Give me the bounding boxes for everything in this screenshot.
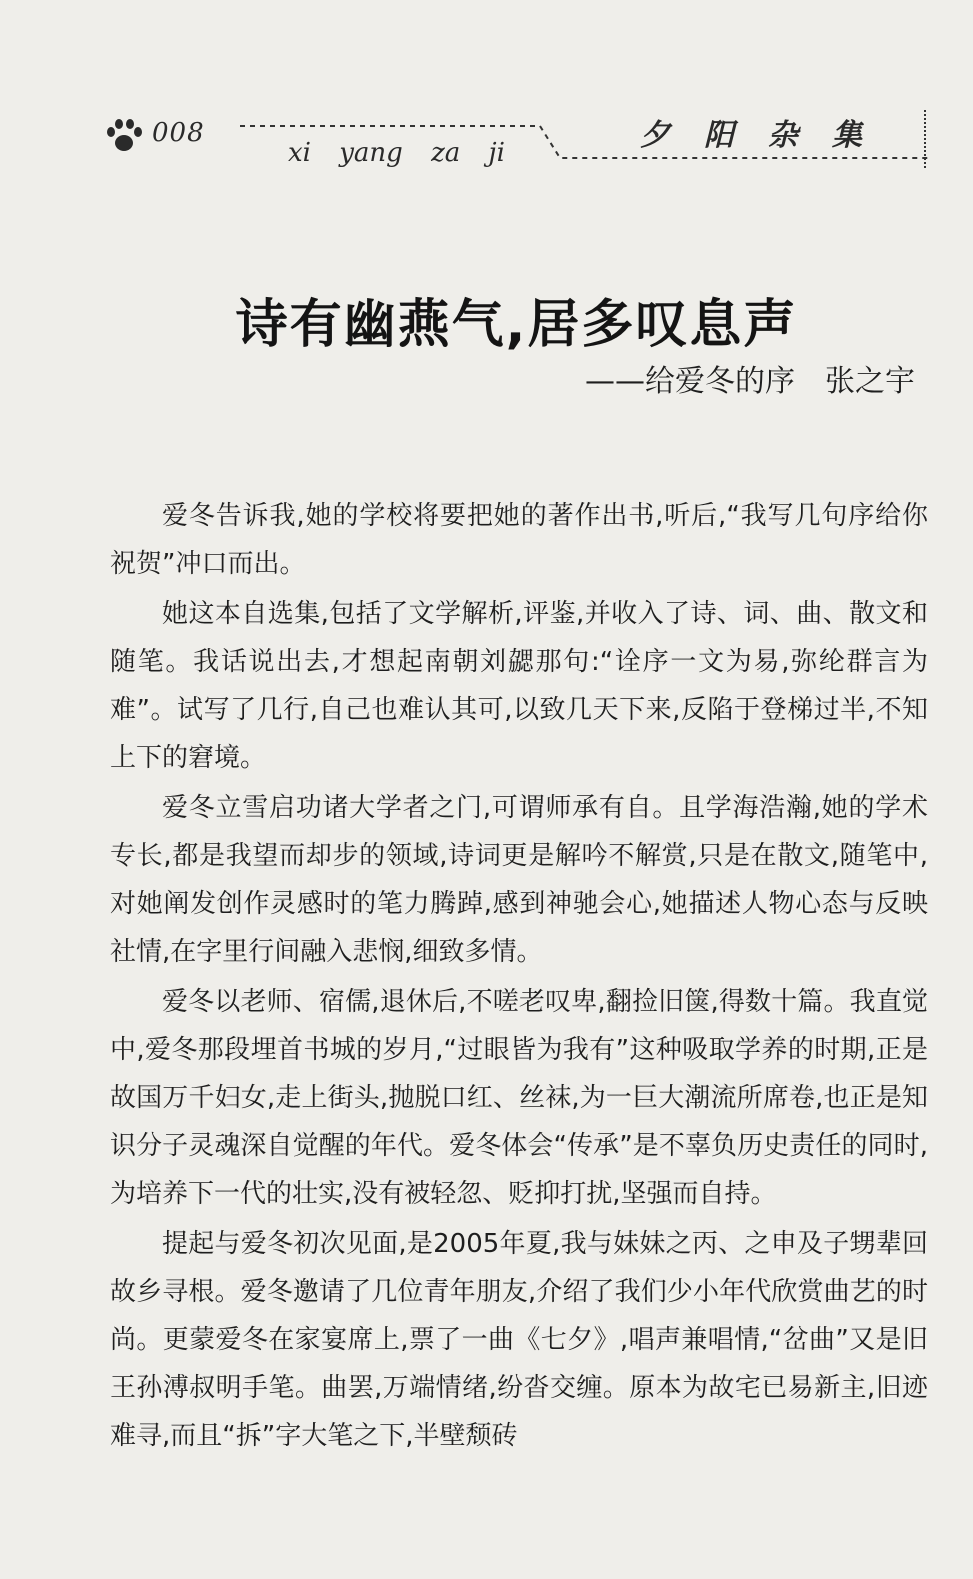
- article-body: [110, 492, 928, 1460]
- page-number: 008: [152, 118, 205, 148]
- header-edge-mark: [918, 110, 926, 168]
- paragraph: 爱冬立雪启功诸大学者之门,可谓师承有自。且学海浩瀚,她的学术专长,都是我望而却步的领域,诗词更是解吟不解赏,只是在散文,随笔中,对她阐发创作灵感时的笔力腾踔,感到神驰会心,她描述人物心态与反映社情,在字里行间融入悲悯,细致多情。: [110, 793, 928, 967]
- book-title: 夕阳杂集: [640, 118, 896, 153]
- article-subtitle: ——给爱冬的序 张之宇: [585, 364, 915, 399]
- article-title: 诗有幽燕气,居多叹息声: [235, 295, 798, 355]
- paragraph: 提起与爱冬初次见面,是2005年夏,我与妹妹之丙、之申及子甥辈回故乡寻根。爱冬邀请了几位青年朋友,介绍了我们少小年代欣赏曲艺的时尚。更蒙爱冬在家宴席上,票了一曲《七夕》,唱声兼唱情,“岔曲”又是旧王孙溥叔明手笔。曲罢,万端情绪,纷沓交缠。原本为故宅已易新主,旧迹难寻,而且“拆”字大笔之下,半壁颓砖: [110, 1229, 928, 1451]
- paw-print-icon: [104, 116, 144, 156]
- paragraph: 她这本自选集,包括了文学解析,评鉴,并收入了诗、词、曲、散文和随笔。我话说出去,才想起南朝刘勰那句:“诠序一文为易,弥纶群言为难”。试写了几行,自己也难认其可,以致几天下来,反陷于登梯过半,不知上下的窘境。: [110, 599, 928, 773]
- header-pinyin: xi yang za ji: [288, 138, 505, 168]
- paragraph: 爱冬告诉我,她的学校将要把她的著作出书,听后,“我写几句序给你祝贺”冲口而出。: [110, 501, 928, 579]
- paragraph: 爱冬以老师、宿儒,退休后,不嗟老叹卑,翻捡旧箧,得数十篇。我直觉中,爱冬那段埋首书城的岁月,“过眼皆为我有”这种吸取学养的时期,正是故国万千妇女,走上街头,抛脱口红、丝袜,为一巨大潮流所席卷,也正是知识分子灵魂深自觉醒的年代。爱冬体会“传承”是不辜负历史责任的同时,为培养下一代的壮实,没有被轻忽、贬抑打扰,坚强而自持。: [110, 987, 928, 1209]
